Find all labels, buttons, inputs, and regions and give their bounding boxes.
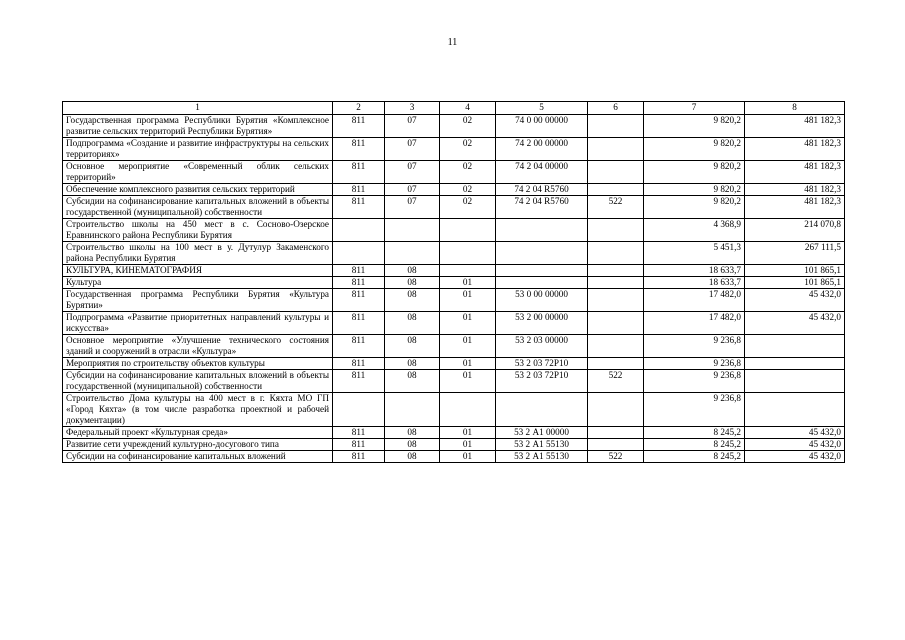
expense-type-cell xyxy=(588,184,644,196)
table-row xyxy=(63,289,845,312)
amount-year1-cell: 4 368,9 xyxy=(644,219,745,242)
subsection-cell xyxy=(440,265,496,277)
column-header: 1 xyxy=(63,102,333,115)
amount-year1-cell: 8 245,2 xyxy=(644,451,745,463)
column-header: 4 xyxy=(440,102,496,115)
target-article-cell: 53 0 00 00000 xyxy=(496,289,588,312)
section-cell: 07 xyxy=(385,138,440,161)
target-article-cell xyxy=(496,265,588,277)
target-article-cell: 53 2 А1 55130 xyxy=(496,439,588,451)
row-name-cell: Государственная программа Республики Бурятия «Комплексное развитие сельских территорий Республики Бурятия» xyxy=(63,115,333,138)
table-row xyxy=(63,219,845,242)
expense-type-cell xyxy=(588,439,644,451)
target-article-cell xyxy=(496,219,588,242)
table-row xyxy=(63,138,845,161)
table-row xyxy=(63,196,845,219)
amount-year1-cell: 9 820,2 xyxy=(644,138,745,161)
section-cell: 07 xyxy=(385,196,440,219)
column-header: 5 xyxy=(496,102,588,115)
amount-year1-cell: 8 245,2 xyxy=(644,427,745,439)
admin-code-cell: 811 xyxy=(333,451,385,463)
amount-year2-cell xyxy=(745,335,845,358)
row-name-cell: Основное мероприятие «Современный облик сельских территорий» xyxy=(63,161,333,184)
column-header: 6 xyxy=(588,102,644,115)
admin-code-cell xyxy=(333,242,385,265)
amount-year1-cell: 17 482,0 xyxy=(644,289,745,312)
row-name-cell: Субсидии на софинансирование капитальных вложений в объекты государственной (муниципальной) собственности xyxy=(63,196,333,219)
target-article-cell: 53 2 А1 00000 xyxy=(496,427,588,439)
subsection-cell: 01 xyxy=(440,358,496,370)
table-row xyxy=(63,242,845,265)
subsection-cell: 01 xyxy=(440,451,496,463)
subsection-cell: 01 xyxy=(440,312,496,335)
admin-code-cell: 811 xyxy=(333,115,385,138)
row-name-cell: Мероприятия по строительству объектов культуры xyxy=(63,358,333,370)
section-cell: 07 xyxy=(385,115,440,138)
expense-type-cell xyxy=(588,115,644,138)
amount-year2-cell: 101 865,1 xyxy=(745,265,845,277)
target-article-cell xyxy=(496,242,588,265)
admin-code-cell: 811 xyxy=(333,161,385,184)
subsection-cell: 01 xyxy=(440,335,496,358)
table-row xyxy=(63,451,845,463)
expense-type-cell: 522 xyxy=(588,196,644,219)
amount-year2-cell: 45 432,0 xyxy=(745,451,845,463)
admin-code-cell: 811 xyxy=(333,289,385,312)
amount-year2-cell: 481 182,3 xyxy=(745,161,845,184)
section-cell: 08 xyxy=(385,289,440,312)
admin-code-cell: 811 xyxy=(333,184,385,196)
table-row xyxy=(63,427,845,439)
target-article-cell: 74 2 04 R5760 xyxy=(496,196,588,219)
amount-year2-cell: 45 432,0 xyxy=(745,427,845,439)
admin-code-cell: 811 xyxy=(333,370,385,393)
row-name-cell: Государственная программа Республики Бурятия «Культура Бурятии» xyxy=(63,289,333,312)
expense-type-cell xyxy=(588,138,644,161)
section-cell: 08 xyxy=(385,358,440,370)
target-article-cell: 53 2 00 00000 xyxy=(496,312,588,335)
admin-code-cell: 811 xyxy=(333,138,385,161)
subsection-cell: 02 xyxy=(440,196,496,219)
amount-year2-cell xyxy=(745,370,845,393)
table-row xyxy=(63,184,845,196)
target-article-cell: 53 2 А1 55130 xyxy=(496,451,588,463)
subsection-cell: 01 xyxy=(440,427,496,439)
column-number-row xyxy=(63,102,845,115)
table-body xyxy=(63,115,845,463)
expense-type-cell xyxy=(588,219,644,242)
subsection-cell: 01 xyxy=(440,439,496,451)
expense-type-cell xyxy=(588,242,644,265)
admin-code-cell xyxy=(333,393,385,427)
row-name-cell: Культура xyxy=(63,277,333,289)
row-name-cell: Субсидии на софинансирование капитальных вложений xyxy=(63,451,333,463)
subsection-cell: 01 xyxy=(440,289,496,312)
row-name-cell: Подпрограмма «Создание и развитие инфраструктуры на сельских территориях» xyxy=(63,138,333,161)
section-cell: 07 xyxy=(385,161,440,184)
section-cell xyxy=(385,393,440,427)
amount-year2-cell: 481 182,3 xyxy=(745,138,845,161)
target-article-cell: 53 2 03 72Р10 xyxy=(496,358,588,370)
target-article-cell xyxy=(496,393,588,427)
table-row xyxy=(63,358,845,370)
row-name-cell: КУЛЬТУРА, КИНЕМАТОГРАФИЯ xyxy=(63,265,333,277)
admin-code-cell: 811 xyxy=(333,196,385,219)
amount-year2-cell: 481 182,3 xyxy=(745,115,845,138)
row-name-cell: Строительство школы на 100 мест в у. Дутулур Закаменского района Республики Бурятия xyxy=(63,242,333,265)
target-article-cell xyxy=(496,277,588,289)
amount-year2-cell xyxy=(745,358,845,370)
expense-type-cell xyxy=(588,312,644,335)
subsection-cell: 01 xyxy=(440,370,496,393)
row-name-cell: Строительство Дома культуры на 400 мест в г. Кяхта МО ГП «Город Кяхта» (в том числе разработка проектной и рабочей документации) xyxy=(63,393,333,427)
amount-year1-cell: 9 820,2 xyxy=(644,196,745,219)
amount-year1-cell: 8 245,2 xyxy=(644,439,745,451)
amount-year2-cell: 45 432,0 xyxy=(745,439,845,451)
expense-type-cell: 522 xyxy=(588,370,644,393)
row-name-cell: Обеспечение комплексного развития сельских территорий xyxy=(63,184,333,196)
expense-type-cell xyxy=(588,427,644,439)
section-cell: 08 xyxy=(385,335,440,358)
subsection-cell xyxy=(440,393,496,427)
table-row xyxy=(63,335,845,358)
subsection-cell: 02 xyxy=(440,161,496,184)
row-name-cell: Подпрограмма «Развитие приоритетных направлений культуры и искусства» xyxy=(63,312,333,335)
target-article-cell: 74 2 04 00000 xyxy=(496,161,588,184)
table-row xyxy=(63,439,845,451)
amount-year1-cell: 9 236,8 xyxy=(644,335,745,358)
table-row xyxy=(63,393,845,427)
amount-year1-cell: 9 236,8 xyxy=(644,370,745,393)
expense-type-cell: 522 xyxy=(588,451,644,463)
amount-year1-cell: 18 633,7 xyxy=(644,265,745,277)
table-row xyxy=(63,277,845,289)
amount-year2-cell: 45 432,0 xyxy=(745,312,845,335)
section-cell: 08 xyxy=(385,277,440,289)
row-name-cell: Основное мероприятие «Улучшение технического состояния зданий и сооружений в отрасли «Культура» xyxy=(63,335,333,358)
table-row xyxy=(63,115,845,138)
table-row xyxy=(63,161,845,184)
admin-code-cell xyxy=(333,219,385,242)
target-article-cell: 53 2 03 00000 xyxy=(496,335,588,358)
column-header: 7 xyxy=(644,102,745,115)
amount-year1-cell: 9 820,2 xyxy=(644,184,745,196)
amount-year1-cell: 18 633,7 xyxy=(644,277,745,289)
row-name-cell: Строительство школы на 450 мест в с. Сосново-Озерское Еравнинского района Республики Бурятия xyxy=(63,219,333,242)
expense-type-cell xyxy=(588,358,644,370)
subsection-cell xyxy=(440,242,496,265)
admin-code-cell: 811 xyxy=(333,358,385,370)
amount-year1-cell: 9 236,8 xyxy=(644,358,745,370)
subsection-cell: 01 xyxy=(440,277,496,289)
page-number: 11 xyxy=(447,37,458,48)
table-row xyxy=(63,370,845,393)
subsection-cell: 02 xyxy=(440,115,496,138)
expense-type-cell xyxy=(588,265,644,277)
row-name-cell: Федеральный проект «Культурная среда» xyxy=(63,427,333,439)
subsection-cell: 02 xyxy=(440,184,496,196)
amount-year2-cell xyxy=(745,393,845,427)
amount-year2-cell: 481 182,3 xyxy=(745,196,845,219)
amount-year2-cell: 214 070,8 xyxy=(745,219,845,242)
amount-year2-cell: 101 865,1 xyxy=(745,277,845,289)
section-cell: 08 xyxy=(385,265,440,277)
subsection-cell xyxy=(440,219,496,242)
target-article-cell: 74 2 00 00000 xyxy=(496,138,588,161)
amount-year1-cell: 9 820,2 xyxy=(644,115,745,138)
section-cell: 08 xyxy=(385,439,440,451)
expense-type-cell xyxy=(588,335,644,358)
row-name-cell: Субсидии на софинансирование капитальных вложений в объекты государственной (муниципальной) собственности xyxy=(63,370,333,393)
section-cell xyxy=(385,242,440,265)
expense-type-cell xyxy=(588,161,644,184)
section-cell: 08 xyxy=(385,312,440,335)
column-header: 8 xyxy=(745,102,845,115)
target-article-cell: 53 2 03 72Р10 xyxy=(496,370,588,393)
row-name-cell: Развитие сети учреждений культурно-досугового типа xyxy=(63,439,333,451)
target-article-cell: 74 2 04 R5760 xyxy=(496,184,588,196)
target-article-cell: 74 0 00 00000 xyxy=(496,115,588,138)
section-cell: 08 xyxy=(385,451,440,463)
amount-year1-cell: 5 451,3 xyxy=(644,242,745,265)
table-row xyxy=(63,312,845,335)
section-cell: 07 xyxy=(385,184,440,196)
amount-year1-cell: 9 236,8 xyxy=(644,393,745,427)
column-header: 2 xyxy=(333,102,385,115)
admin-code-cell: 811 xyxy=(333,277,385,289)
subsection-cell: 02 xyxy=(440,138,496,161)
amount-year1-cell: 9 820,2 xyxy=(644,161,745,184)
expense-type-cell xyxy=(588,277,644,289)
expense-type-cell xyxy=(588,289,644,312)
section-cell: 08 xyxy=(385,427,440,439)
amount-year2-cell: 45 432,0 xyxy=(745,289,845,312)
admin-code-cell: 811 xyxy=(333,335,385,358)
admin-code-cell: 811 xyxy=(333,427,385,439)
table-row xyxy=(63,265,845,277)
section-cell: 08 xyxy=(385,370,440,393)
section-cell xyxy=(385,219,440,242)
expense-type-cell xyxy=(588,393,644,427)
budget-table xyxy=(62,101,845,463)
admin-code-cell: 811 xyxy=(333,312,385,335)
amount-year2-cell: 267 111,5 xyxy=(745,242,845,265)
amount-year1-cell: 17 482,0 xyxy=(644,312,745,335)
admin-code-cell: 811 xyxy=(333,265,385,277)
amount-year2-cell: 481 182,3 xyxy=(745,184,845,196)
column-header: 3 xyxy=(385,102,440,115)
admin-code-cell: 811 xyxy=(333,439,385,451)
